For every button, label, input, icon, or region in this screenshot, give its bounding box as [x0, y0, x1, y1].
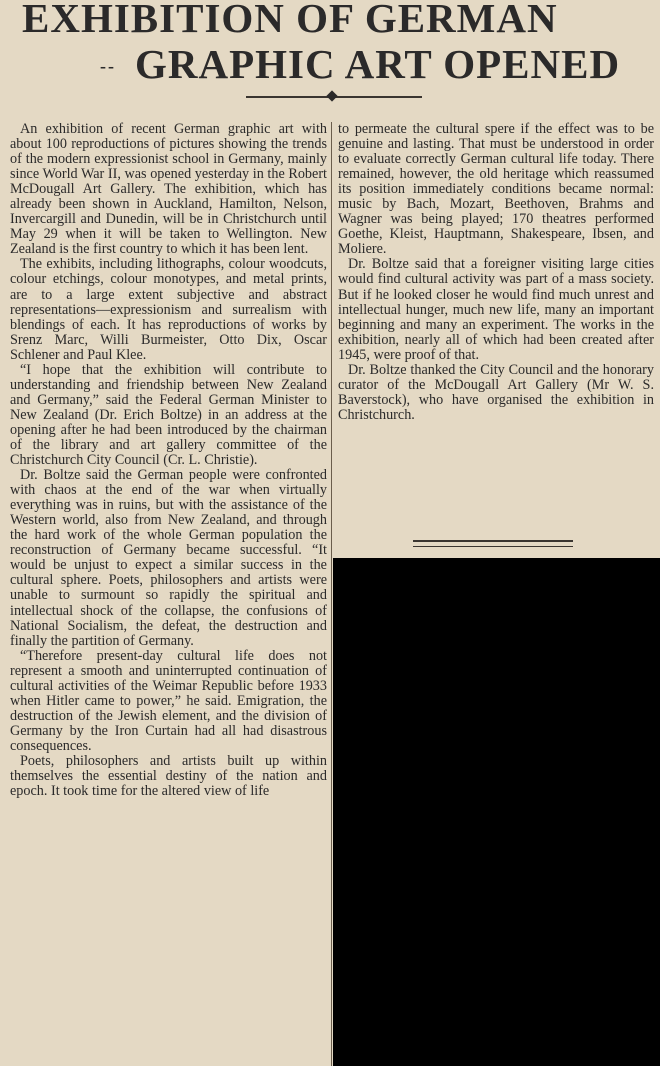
paragraph: “I hope that the exhibition will contribute to understanding and friendship between New Zealand and Germany,” said the Federal German Minister to New Zealand (Dr. Erich Boltze) in an address at the opening after he had been introduced by the chairman of the library and art gallery committee of the Christchurch City Council (Cr. L. Christie).: [10, 361, 327, 469]
paragraph: Dr. Boltze thanked the City Council and the honorary curator of the McDougall Art Gallery (Mr W. S. Baverstock), who have organised the exhibition in Christchurch.: [338, 361, 654, 423]
headline-dash-mark: --: [100, 56, 116, 76]
paragraph: An exhibition of recent German graphic art with about 100 reproductions of pictures showing the trends of the modern expressionist school in Germany, mainly since World War II, was opened yesterday in the Robert McDougall Art Gallery. The exhibition, which has already been shown in Auckland, Hamilton, Nelson, Invercargill and Dunedin, will be in Christchurch until May 29 when it will be taken to Wellington. New Zealand is the first country to which it has been lent.: [10, 121, 327, 258]
diamond-ornament-icon: [326, 90, 337, 101]
article-end-rule: [413, 540, 573, 547]
paragraph: Dr. Boltze said the German people were confronted with chaos at the end of the war when virtually everything was in ruins, but with the assistance of the Western world, also from New Zealand, and through the hard work of the whole German population the reconstruction of Germany became successful. “It would be unjust to expect a similar success in the cultural sphere. Poets, philosophers and artists were unable to surmount so rapidly the spiritual and intellectual shock of the collapse, the confusions of National Socialism, the defeat, the destruction and finally the partition of Germany.: [10, 467, 327, 649]
paragraph: Dr. Boltze said that a foreigner visiting large cities would find cultural activity was part of a mass society. But if he looked closer he would find much unrest and intellectual hunger, much new life, many an important beginning and many an experiment. The works in the exhibition, nearly all of which had been created after 1945, were proof of that.: [338, 256, 654, 363]
article-left-column: [10, 122, 327, 799]
headline-line-1: EXHIBITION OF GERMAN: [22, 0, 558, 41]
column-divider: [331, 122, 332, 1066]
paragraph: to permeate the cultural spere if the effect was to be genuine and lasting. That must be understood in order to evaluate correctly German cultural life today. There remained, however, the old heritage which reassumed its position immediately conditions became normal: music by Bach, Mozart, Beethoven, Brahms and Wagner was being played; 170 theatres performed Goethe, Kleist, Hauptmann, Shakespeare, Ibsen, and Moliere.: [338, 121, 654, 258]
paragraph: The exhibits, including lithographs, colour woodcuts, colour etchings, colour monotypes, and metal prints, are to a large extent subjective and abstract representations—expressionism and surrealism with blendings of each. It has reproductions of works by Srenz Marc, Willi Burmeister, Otto Dix, Oscar Schlener and Paul Klee.: [10, 256, 327, 363]
headline-line-2: GRAPHIC ART OPENED: [135, 41, 621, 87]
headline: [0, 0, 660, 110]
paragraph: “Therefore present-day cultural life does not represent a smooth and uninterrupted continuation of cultural activities of the Weimar Republic before 1933 when Hitler came to power,” he said. Emigration, the destruction of the Jewish element, and the division of Germany by the Iron Curtain had all had disastrous consequences.: [10, 647, 327, 754]
article-right-column: [338, 122, 654, 423]
paragraph: Poets, philosophers and artists built up within themselves the essential destiny of the nation and epoch. It took time for the altered view of life: [10, 752, 327, 800]
